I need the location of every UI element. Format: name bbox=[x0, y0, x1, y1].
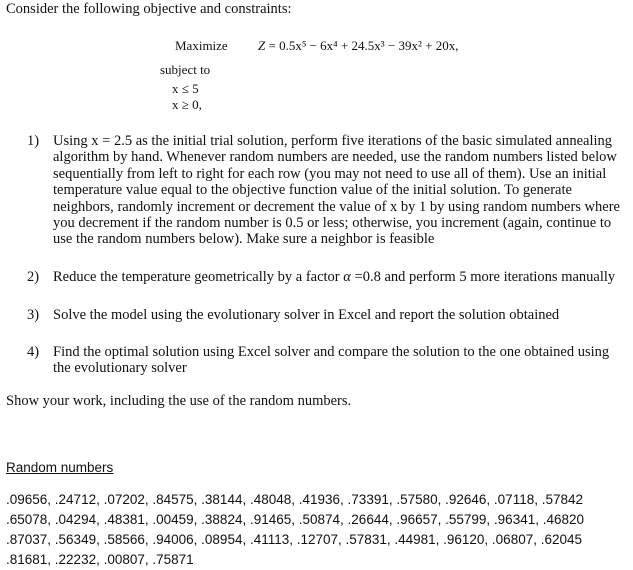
task-text: Reduce the temperature geometrically by a factor α =0.8 and perform 5 more iterations manually bbox=[53, 269, 616, 285]
objective-variable: Z bbox=[258, 38, 266, 53]
random-numbers-row: .81681, .22232, .00807, .75871 bbox=[6, 552, 194, 567]
constraint-nonneg: x ≥ 0, bbox=[172, 97, 202, 112]
random-numbers-row: .87037, .56349, .58566, .94006, .08954, .41113, .12707, .57831, .44981, .96120, .06807, .62045 bbox=[6, 532, 583, 547]
intro-text: Consider the following objective and constraints: bbox=[6, 1, 292, 17]
task-emphasis: randomly increment or decrement bbox=[117, 198, 315, 215]
task-number: 4) bbox=[27, 344, 40, 360]
constraint-upper: x ≤ 5 bbox=[172, 81, 199, 96]
task-number: 1) bbox=[27, 133, 40, 149]
closing-text: Show your work, including the use of the random numbers. bbox=[6, 393, 352, 409]
task-number: 3) bbox=[27, 307, 40, 323]
maximize-label: Maximize bbox=[175, 38, 228, 53]
subject-to-label: subject to bbox=[160, 62, 211, 77]
task-text: Find the optimal solution using Excel solver and compare the solution to the one obtained using the evolutionary solver bbox=[53, 344, 610, 377]
objective-function bbox=[258, 38, 459, 54]
random-numbers-row: .65078, .04294, .48381, .00459, .38824, .91465, .50874, .26644, .96657, .55799, .96341, .46820 bbox=[6, 512, 585, 527]
random-numbers-row: .09656, .24712, .07202, .84575, .38144, .48048, .41936, .73391, .57580, .92646, .07118, .57842 bbox=[6, 492, 584, 507]
task-text: Using x = 2.5 as the initial trial solution, perform five iterations of the basic simulated annealing algorithm by hand. Whenever random numbers are needed, use the random numbers listed below sequentially from left to right for each row (you may not need to use all of them). Use an initial temperature value equal to the objective function value of the initial solution. To generate neighbors, randomly increment or decrement the value of x by 1 by using random numbers where you decrement if the random number is 0.5 or less; otherwise, you increment (again, continue to use the random numbers below). Make sure a neighbor is feasible bbox=[53, 133, 620, 248]
task-number: 2) bbox=[27, 269, 40, 285]
task-text: Solve the model using the evolutionary solver in Excel and report the solution obtained bbox=[53, 307, 560, 323]
objective-expression: = 0.5x⁵ − 6x⁴ + 24.5x³ − 39x² + 20x, bbox=[268, 38, 459, 53]
random-numbers-title: Random numbers bbox=[6, 460, 114, 475]
alpha-symbol: α bbox=[343, 269, 351, 285]
random-numbers-list bbox=[6, 490, 584, 570]
